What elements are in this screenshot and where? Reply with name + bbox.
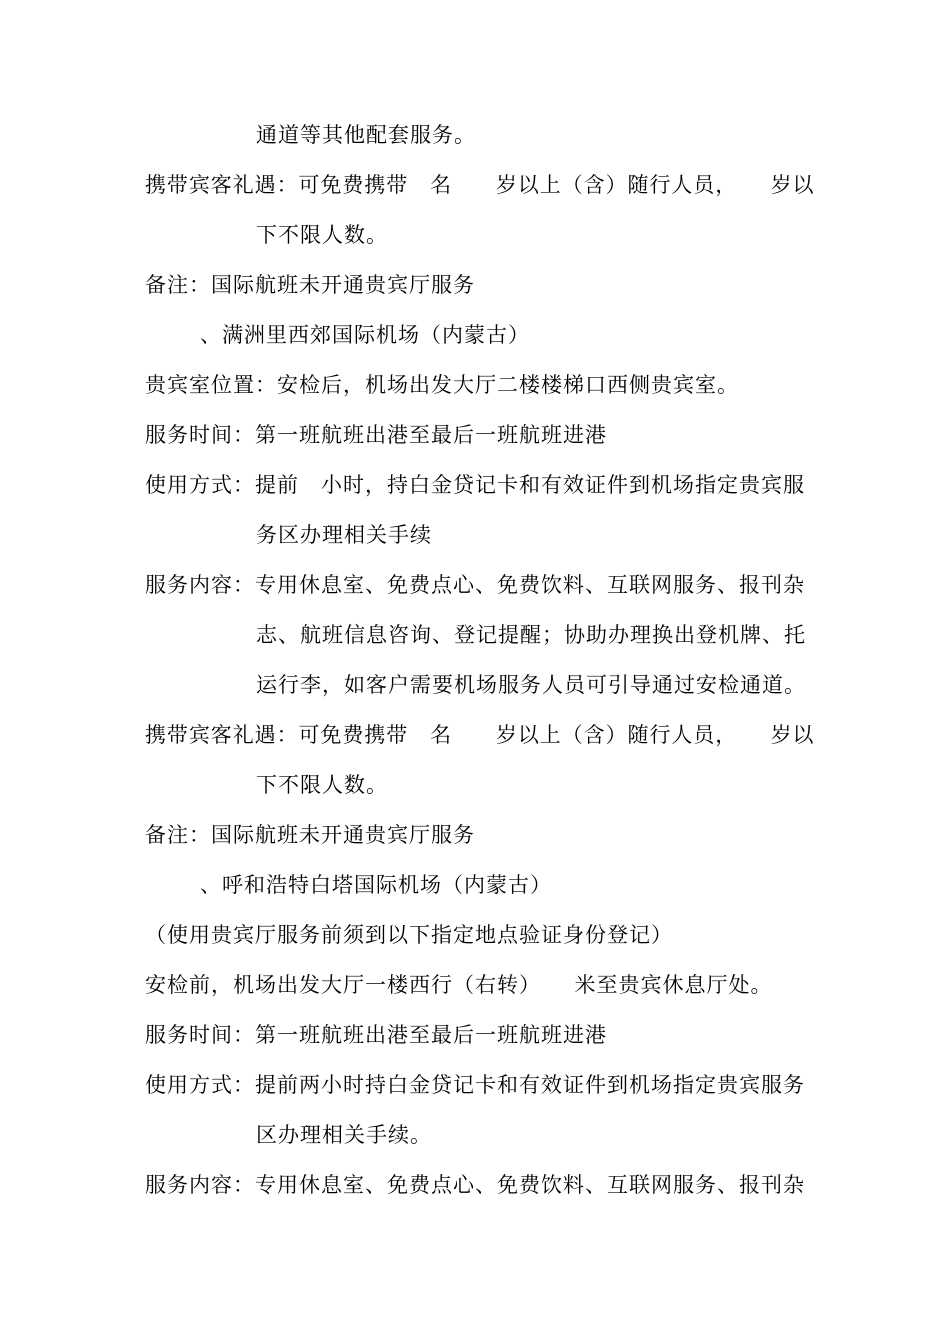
text-line: 服务时间：第一班航班出港至最后一班航班进港 — [145, 423, 607, 447]
text-line: 安检前，机场出发大厅一楼西行（右转） 米至贵宾休息厅处。 — [145, 973, 773, 997]
text-line: 携带宾客礼遇：可免费携带 名 岁以上（含）随行人员， 岁以 — [145, 173, 815, 197]
section-heading: 、满洲里西郊国际机场（内蒙古） — [200, 323, 530, 347]
section-heading: 、呼和浩特白塔国际机场（内蒙古） — [200, 873, 552, 897]
text-line: 服务时间：第一班航班出港至最后一班航班进港 — [145, 1023, 607, 1047]
text-line: 下不限人数。 — [256, 773, 388, 797]
text-line: 携带宾客礼遇：可免费携带 名 岁以上（含）随行人员， 岁以 — [145, 723, 815, 747]
text-line: 使用方式：提前 小时，持白金贷记卡和有效证件到机场指定贵宾服 — [145, 473, 805, 497]
text-line: 区办理相关手续。 — [256, 1123, 432, 1147]
text-line: （使用贵宾厅服务前须到以下指定地点验证身份登记） — [145, 923, 673, 947]
text-line: 贵宾室位置：安检后，机场出发大厅二楼楼梯口西侧贵宾室。 — [145, 373, 739, 397]
text-line: 备注：国际航班未开通贵宾厅服务 — [145, 273, 475, 297]
text-line: 志、航班信息咨询、登记提醒；协助办理换出登机牌、托 — [256, 623, 806, 647]
text-line: 务区办理相关手续 — [256, 523, 432, 547]
text-line: 服务内容：专用休息室、免费点心、免费饮料、互联网服务、报刊杂 — [145, 1173, 805, 1197]
text-line: 下不限人数。 — [256, 223, 388, 247]
text-line: 备注：国际航班未开通贵宾厅服务 — [145, 823, 475, 847]
text-line: 使用方式：提前两小时持白金贷记卡和有效证件到机场指定贵宾服务 — [145, 1073, 805, 1097]
text-line: 通道等其他配套服务。 — [256, 123, 476, 147]
text-line: 服务内容：专用休息室、免费点心、免费饮料、互联网服务、报刊杂 — [145, 573, 805, 597]
text-line: 运行李，如客户需要机场服务人员可引导通过安检通道。 — [256, 673, 806, 697]
